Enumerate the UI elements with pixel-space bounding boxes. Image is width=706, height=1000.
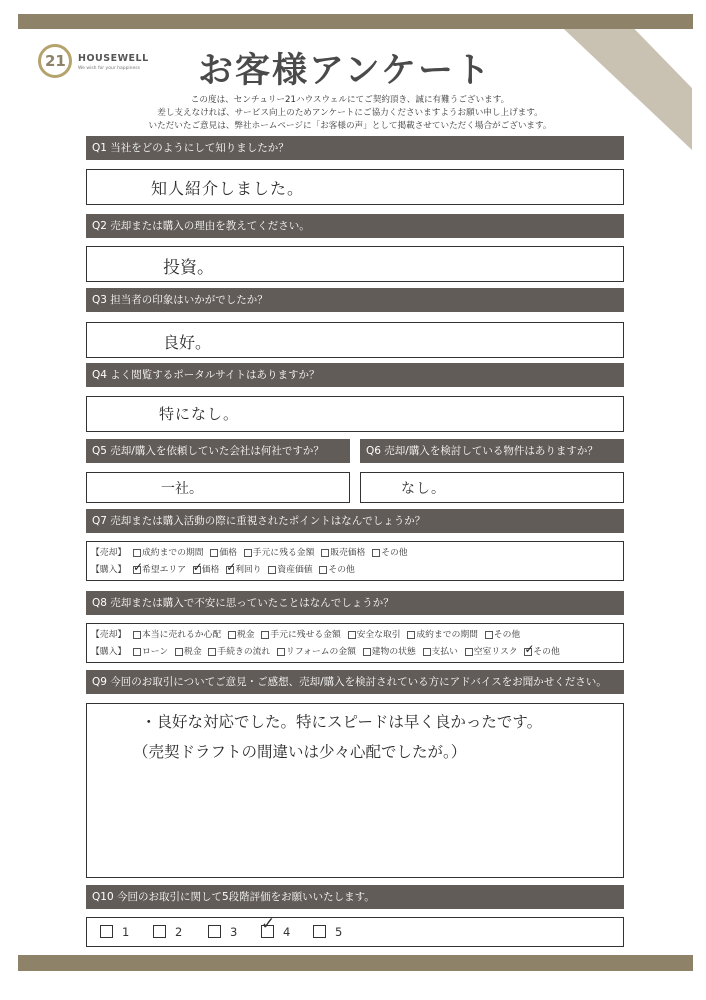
- q10-rating-box: [86, 917, 624, 947]
- rating-checkbox[interactable]: [100, 925, 113, 938]
- option-label: ローン: [142, 647, 169, 657]
- q8-buy-option[interactable]: [363, 645, 416, 660]
- q5-answer-box[interactable]: [86, 472, 350, 503]
- intro-line: いただいたご意見は、弊社ホームページに「お客様の声」として掲載させていただく場合がございます。: [148, 121, 552, 131]
- q2-header: Q2 売却または購入の理由を教えてください。: [86, 214, 624, 238]
- intro-line: 差し支えなければ、サービス向上のためアンケートにご協力くださいますようお願い申し上げます。: [157, 108, 543, 118]
- rating-checkbox[interactable]: [208, 925, 221, 938]
- checkbox[interactable]: [423, 648, 431, 656]
- option-label: 価格: [201, 565, 220, 575]
- q7-sell-option[interactable]: [210, 546, 237, 561]
- checkbox-checked[interactable]: [192, 560, 203, 574]
- option-label: 希望エリア: [142, 565, 186, 575]
- option-label: 建物の状態: [371, 647, 416, 657]
- q9-answer-line: ・良好な対応でした。特にスピードは早く良かったです。: [141, 713, 543, 731]
- q8-buy-option[interactable]: [465, 645, 518, 660]
- q1-header: Q1 当社をどのようにして知りましたか？: [86, 136, 624, 160]
- q7-options-box: [86, 541, 624, 581]
- q7-buy-label: 【購入】: [91, 565, 127, 576]
- q7-sell-option[interactable]: [133, 546, 204, 561]
- option-label: リフォームの金額: [286, 647, 356, 657]
- checkbox[interactable]: [268, 566, 276, 574]
- checkbox[interactable]: [321, 549, 329, 557]
- q3-answer-box[interactable]: [86, 322, 624, 358]
- checkbox[interactable]: [465, 648, 473, 656]
- option-label: 成約までの期間: [416, 630, 478, 640]
- rating-checkbox[interactable]: [153, 925, 166, 938]
- q2-answer-box[interactable]: [86, 246, 624, 282]
- checkbox-checked[interactable]: [133, 560, 144, 574]
- option-label: 手元に残る金額: [252, 548, 315, 558]
- checkbox[interactable]: [363, 648, 371, 656]
- q6-answer-box[interactable]: [360, 472, 624, 503]
- q7-sell-label: 【売却】: [91, 548, 127, 559]
- q8-buy-option[interactable]: [524, 642, 560, 660]
- checkbox[interactable]: [244, 549, 252, 557]
- q8-sell-option[interactable]: [407, 628, 478, 643]
- option-label: 空室リスク: [473, 647, 518, 657]
- checkbox[interactable]: [228, 631, 236, 639]
- q4-answer: 特になし。: [159, 405, 240, 423]
- option-label: 手元に残せる金額: [270, 630, 341, 640]
- q8-header: Q8 売却または購入で不安に思っていたことはなんでしょうか？: [86, 591, 624, 615]
- page-title: お客様アンケート: [198, 51, 492, 91]
- option-label: 利回り: [235, 565, 262, 575]
- q4-answer-box[interactable]: [86, 396, 624, 432]
- q7-buy-option[interactable]: [268, 563, 312, 578]
- q9-answer-box[interactable]: [86, 703, 624, 878]
- checkbox[interactable]: [133, 549, 141, 557]
- check-mark-icon: ✓: [226, 560, 237, 574]
- q7-sell-option[interactable]: [321, 546, 365, 561]
- rating-label: 5: [335, 925, 343, 939]
- rating-label: 4: [283, 925, 291, 939]
- option-label: その他: [328, 565, 355, 575]
- option-label: 価格: [219, 548, 237, 558]
- q7-buy-option[interactable]: [133, 560, 186, 578]
- checkbox[interactable]: [133, 631, 141, 639]
- q8-sell-option[interactable]: [133, 628, 221, 643]
- q8-sell-option[interactable]: [348, 628, 401, 643]
- q8-sell-option[interactable]: [485, 628, 520, 643]
- checkbox-checked[interactable]: [226, 560, 237, 574]
- q8-sell-row: [91, 628, 524, 642]
- check-mark-icon: ✓: [261, 914, 276, 934]
- checkbox[interactable]: [210, 549, 218, 557]
- company-logo: [38, 44, 148, 84]
- q7-sell-option[interactable]: [372, 546, 407, 561]
- q7-buy-option[interactable]: [226, 560, 262, 578]
- checkbox[interactable]: [485, 631, 493, 639]
- top-band: [18, 14, 693, 29]
- q7-buy-option[interactable]: [192, 560, 220, 578]
- option-label: その他: [493, 630, 521, 640]
- checkbox[interactable]: [175, 648, 183, 656]
- option-label: 成約までの期間: [142, 548, 204, 558]
- logo-number: 21: [45, 52, 66, 70]
- option-label: その他: [533, 647, 560, 657]
- option-label: 税金: [184, 647, 202, 657]
- option-label: 手続きの流れ: [217, 647, 271, 657]
- checkbox-checked[interactable]: [524, 642, 535, 656]
- rating-label: 2: [175, 925, 183, 939]
- checkbox[interactable]: [319, 566, 327, 574]
- check-mark-icon: ✓: [133, 560, 144, 574]
- q8-sell-option[interactable]: [261, 628, 340, 643]
- q8-buy-option[interactable]: [423, 645, 458, 660]
- option-label: 支払い: [431, 647, 458, 657]
- check-mark-icon: ✓: [192, 560, 203, 574]
- rating-checkbox[interactable]: [313, 925, 326, 938]
- option-label: 販売価格: [330, 548, 366, 558]
- q3-answer: 良好。: [163, 333, 212, 352]
- checkbox[interactable]: [133, 648, 141, 656]
- checkbox[interactable]: [407, 631, 415, 639]
- logo-tagline: We wish for your happiness: [78, 66, 140, 71]
- q5-header: Q5 売却/購入を依頼していた会社は何社ですか？: [86, 439, 350, 463]
- q8-buy-option[interactable]: [133, 645, 168, 660]
- q1-answer: 知人紹介しました。: [151, 179, 305, 198]
- rating-label: 3: [230, 925, 238, 939]
- checkbox[interactable]: [208, 648, 216, 656]
- option-label: 資産価値: [277, 565, 313, 575]
- intro-text: [100, 94, 600, 133]
- q8-sell-option[interactable]: [228, 628, 255, 643]
- checkbox[interactable]: [348, 631, 356, 639]
- q2-answer: 投資。: [163, 258, 214, 278]
- q8-sell-label: 【売却】: [91, 630, 127, 641]
- q9-header: Q9 今回のお取引についてご意見・ご感想、売却/購入を検討されている方にアドバイスをお聞かせください。: [86, 670, 624, 694]
- q6-header: Q6 売却/購入を検討している物件はありますか？: [360, 439, 624, 463]
- option-label: 本当に売れるか心配: [142, 630, 222, 640]
- option-label: 安全な取引: [356, 630, 401, 640]
- bottom-band: [18, 955, 693, 971]
- checkbox[interactable]: [277, 648, 285, 656]
- q8-buy-option[interactable]: [277, 645, 356, 660]
- check-mark-icon: ✓: [524, 642, 535, 656]
- q8-buy-option[interactable]: [175, 645, 202, 660]
- q6-answer: なし。: [401, 481, 446, 497]
- checkbox[interactable]: [261, 631, 269, 639]
- q5-answer: 一社。: [161, 481, 203, 497]
- q7-buy-option[interactable]: [319, 563, 354, 578]
- q8-buy-row: [91, 642, 564, 659]
- q10-header: Q10 今回のお取引に関して5段階評価をお願いいたします。: [86, 885, 624, 909]
- intro-line: この度は、センチュリー21ハウスウェルにてご契約頂き、誠に有難うございます。: [190, 95, 510, 105]
- q3-header: Q3 担当者の印象はいかがでしたか？: [86, 288, 624, 312]
- option-label: 税金: [236, 630, 255, 640]
- q7-header: Q7 売却または購入活動の際に重視されたポイントはなんでしょうか？: [86, 509, 624, 533]
- q8-buy-label: 【購入】: [91, 647, 127, 658]
- q7-buy-row: [91, 560, 359, 577]
- rating-label: 1: [122, 925, 130, 939]
- q1-answer-box[interactable]: [86, 169, 624, 205]
- q9-answer-line: （売契ドラフトの間違いは少々心配でしたが。）: [133, 743, 467, 761]
- q7-sell-option[interactable]: [244, 546, 315, 561]
- q8-options-box: [86, 623, 624, 663]
- logo-name: HOUSEWELL: [78, 53, 149, 64]
- q4-header: Q4 よく閲覧するポータルサイトはありますか？: [86, 363, 624, 387]
- checkbox[interactable]: [372, 549, 380, 557]
- q8-buy-option[interactable]: [208, 645, 270, 660]
- q7-sell-row: [91, 546, 412, 560]
- option-label: その他: [381, 548, 408, 558]
